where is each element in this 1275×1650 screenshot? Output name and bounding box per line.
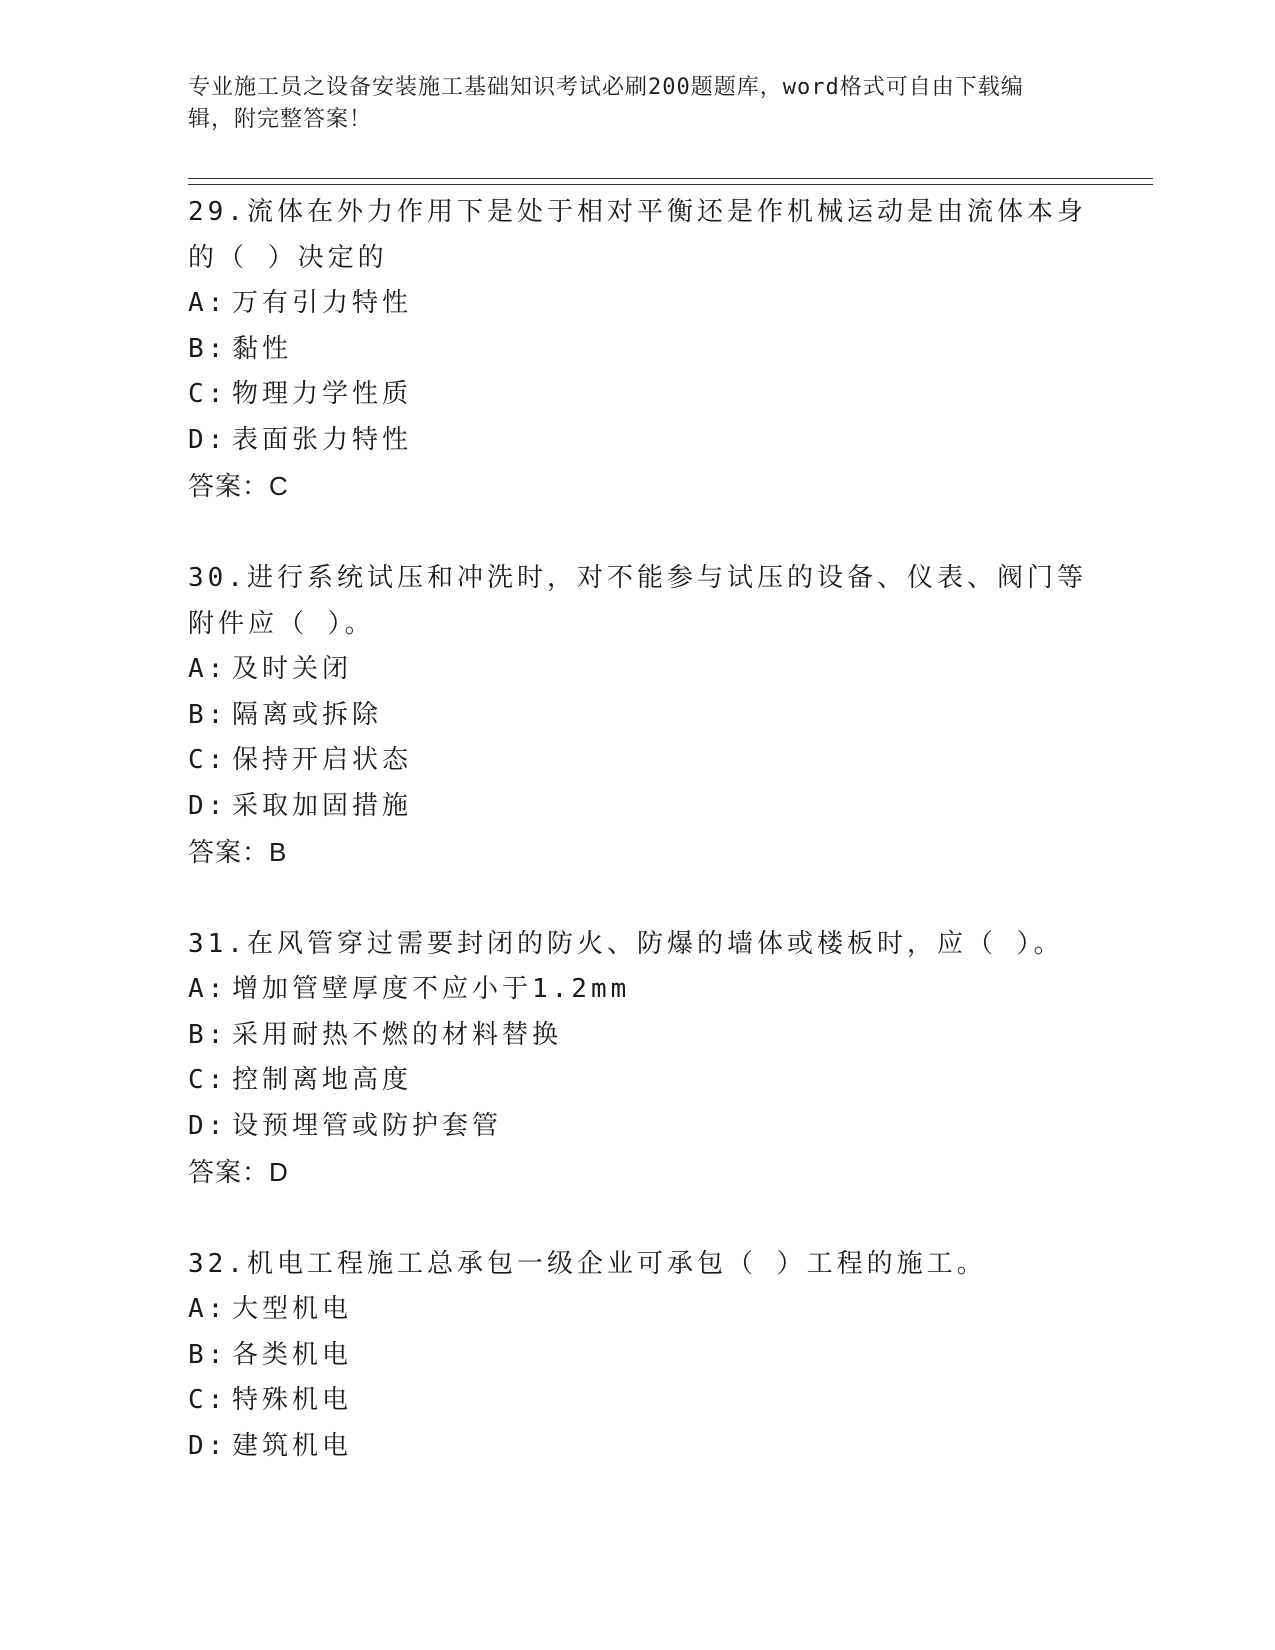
option-b xyxy=(188,1333,1088,1379)
option-text: 各类机电 xyxy=(232,1339,353,1370)
question-text: 29.流体在外力作用下是处于相对平衡还是作机械运动是由流体本身的（ ）决定的 xyxy=(188,197,1087,273)
option-d xyxy=(188,1104,1088,1150)
option-b xyxy=(188,1013,1088,1059)
question-text: 32.机电工程施工总承包一级企业可承包（ ）工程的施工。 xyxy=(188,1249,987,1279)
option-text: 建筑机电 xyxy=(232,1430,353,1461)
option-key: B: xyxy=(188,333,228,364)
question-31 xyxy=(188,921,1088,1195)
option-text: 黏性 xyxy=(232,333,293,364)
question-32 xyxy=(188,1241,1088,1469)
option-a xyxy=(188,281,1088,327)
option-key: C: xyxy=(188,1385,228,1415)
option-text: 控制离地高度 xyxy=(232,1065,413,1095)
option-text: 设预埋管或防护套管 xyxy=(232,1110,503,1141)
option-text: 采用耐热不燃的材料替换 xyxy=(232,1019,563,1050)
option-key: D: xyxy=(188,1110,228,1141)
option-c xyxy=(188,372,1088,418)
option-d xyxy=(188,1424,1088,1470)
option-text: 万有引力特性 xyxy=(232,288,413,318)
option-key: A: xyxy=(188,974,228,1004)
question-text: 31.在风管穿过需要封闭的防火、防爆的墙体或楼板时，应（ ）。 xyxy=(188,929,1064,959)
option-key: D: xyxy=(188,424,228,455)
option-c xyxy=(188,1058,1088,1104)
question-30 xyxy=(188,555,1088,875)
option-text: 采取加固措施 xyxy=(232,790,413,821)
option-text: 特殊机电 xyxy=(232,1385,353,1415)
option-b xyxy=(188,327,1088,373)
option-key: B: xyxy=(188,1019,228,1050)
option-a xyxy=(188,967,1088,1013)
option-text: 物理力学性质 xyxy=(232,379,413,409)
header-rule-top xyxy=(188,178,1153,179)
document-header: 专业施工员之设备安装施工基础知识考试必刷200题题库，word格式可自由下载编辑，附完整答案！ xyxy=(188,75,1024,132)
option-text: 表面张力特性 xyxy=(232,424,413,455)
option-b xyxy=(188,693,1088,739)
question-29 xyxy=(188,189,1088,509)
option-text: 保持开启状态 xyxy=(232,745,413,775)
header-rule-bottom xyxy=(188,184,1153,185)
option-a xyxy=(188,647,1088,693)
option-text: 隔离或拆除 xyxy=(232,699,383,730)
option-key: A: xyxy=(188,654,228,684)
option-key: A: xyxy=(188,288,228,318)
answer-line: 答案：D xyxy=(188,1157,289,1187)
option-key: C: xyxy=(188,745,228,775)
option-d xyxy=(188,784,1088,830)
option-key: C: xyxy=(188,1065,228,1095)
option-key: B: xyxy=(188,1339,228,1370)
option-text: 大型机电 xyxy=(232,1294,353,1324)
option-key: D: xyxy=(188,790,228,821)
option-text: 及时关闭 xyxy=(232,654,353,684)
option-text: 增加管壁厚度不应小于1.2mm xyxy=(232,974,631,1004)
question-list xyxy=(188,189,1088,1515)
option-c xyxy=(188,738,1088,784)
option-d xyxy=(188,418,1088,464)
option-key: B: xyxy=(188,699,228,730)
question-text: 30.进行系统试压和冲洗时，对不能参与试压的设备、仪表、阀门等附件应（ ）。 xyxy=(188,563,1087,639)
option-c xyxy=(188,1378,1088,1424)
answer-line: 答案：B xyxy=(188,837,288,867)
option-key: D: xyxy=(188,1430,228,1461)
option-key: C: xyxy=(188,379,228,409)
option-key: A: xyxy=(188,1294,228,1324)
answer-line: 答案：C xyxy=(188,471,289,501)
option-a xyxy=(188,1287,1088,1333)
